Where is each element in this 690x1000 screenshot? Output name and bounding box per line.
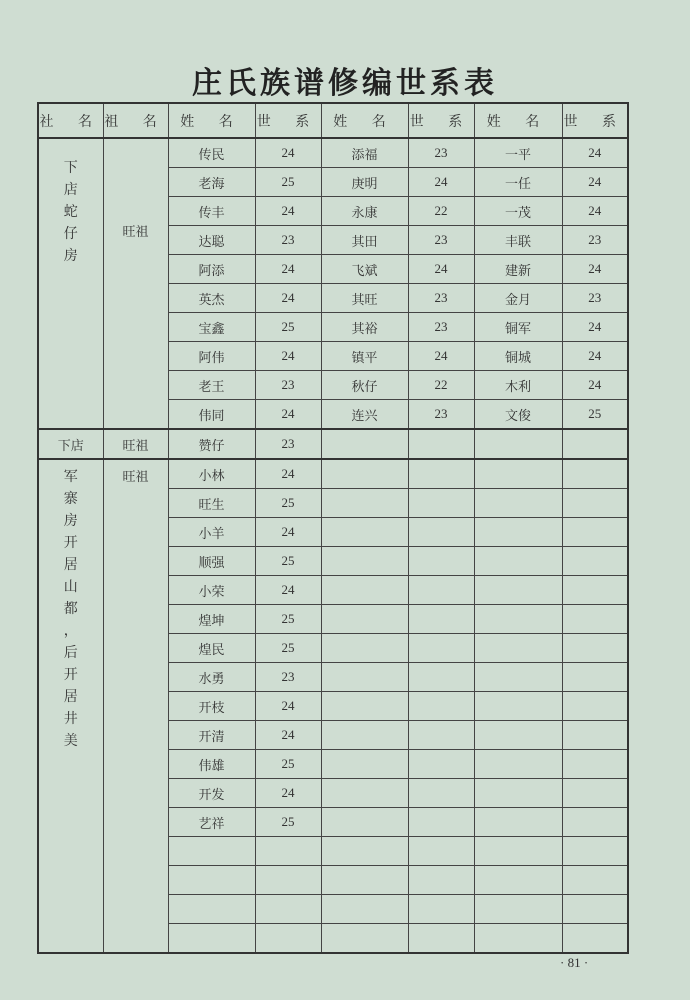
- generation-cell: 24: [408, 168, 474, 197]
- person-name-cell: 老海: [168, 168, 255, 197]
- generation-cell: [562, 547, 628, 576]
- person-name-cell: [321, 750, 408, 779]
- person-name-cell: [474, 924, 562, 954]
- generation-cell: 25: [255, 168, 321, 197]
- she-name-char: 下: [63, 160, 78, 176]
- ancestor-name-cell: 旺祖: [103, 459, 168, 953]
- person-name-cell: 艺祥: [168, 808, 255, 837]
- generation-cell: 24: [255, 255, 321, 284]
- generation-cell: 23: [408, 284, 474, 313]
- generation-cell: [562, 459, 628, 489]
- person-name-cell: 开枝: [168, 692, 255, 721]
- person-name-cell: [474, 895, 562, 924]
- person-name-cell: [321, 837, 408, 866]
- person-name-cell: 宝鑫: [168, 313, 255, 342]
- person-name-cell: 小林: [168, 459, 255, 489]
- generation-cell: 24: [255, 197, 321, 226]
- person-name-cell: 其旺: [321, 284, 408, 313]
- generation-cell: [562, 866, 628, 895]
- generation-cell: 24: [562, 313, 628, 342]
- generation-cell: 24: [255, 459, 321, 489]
- person-name-cell: 开清: [168, 721, 255, 750]
- generation-cell: [562, 489, 628, 518]
- person-name-cell: 伟雄: [168, 750, 255, 779]
- generation-cell: 23: [408, 313, 474, 342]
- generation-cell: [408, 779, 474, 808]
- generation-cell: 22: [408, 371, 474, 400]
- person-name-cell: 水勇: [168, 663, 255, 692]
- person-name-cell: 文俊: [474, 400, 562, 430]
- she-name-cell: [38, 138, 103, 429]
- person-name-cell: [321, 721, 408, 750]
- person-name-cell: 顺强: [168, 547, 255, 576]
- generation-cell: 24: [255, 138, 321, 168]
- generation-cell: [562, 692, 628, 721]
- generation-cell: [408, 634, 474, 663]
- person-name-cell: 飞斌: [321, 255, 408, 284]
- person-name-cell: 阿添: [168, 255, 255, 284]
- person-name-cell: [474, 605, 562, 634]
- generation-cell: [408, 459, 474, 489]
- generation-cell: [562, 808, 628, 837]
- person-name-cell: 旺生: [168, 489, 255, 518]
- person-name-cell: 秋仔: [321, 371, 408, 400]
- generation-cell: [408, 429, 474, 459]
- generation-cell: [408, 866, 474, 895]
- she-name-char: 居: [63, 689, 78, 705]
- generation-cell: [408, 750, 474, 779]
- person-name-cell: 铜军: [474, 313, 562, 342]
- person-name-cell: [474, 663, 562, 692]
- person-name-cell: 开发: [168, 779, 255, 808]
- person-name-cell: [474, 518, 562, 547]
- table-row: [38, 429, 628, 459]
- generation-cell: [562, 779, 628, 808]
- person-name-cell: 煌民: [168, 634, 255, 663]
- generation-cell: [562, 837, 628, 866]
- ancestor-name-cell: 旺祖: [103, 138, 168, 429]
- generation-cell: 24: [562, 197, 628, 226]
- person-name-cell: 达聪: [168, 226, 255, 255]
- generation-cell: [255, 837, 321, 866]
- person-name-cell: 木利: [474, 371, 562, 400]
- generation-cell: 25: [255, 634, 321, 663]
- person-name-cell: 英杰: [168, 284, 255, 313]
- she-name-char: 仔: [63, 226, 78, 242]
- generation-cell: [562, 721, 628, 750]
- person-name-cell: 庚明: [321, 168, 408, 197]
- person-name-cell: [474, 721, 562, 750]
- person-name-cell: [474, 459, 562, 489]
- generation-cell: [408, 605, 474, 634]
- person-name-cell: [474, 779, 562, 808]
- column-header: 世 系: [255, 103, 321, 138]
- person-name-cell: [321, 663, 408, 692]
- person-name-cell: [474, 547, 562, 576]
- generation-cell: 24: [255, 518, 321, 547]
- generation-cell: 23: [255, 371, 321, 400]
- generation-cell: 24: [255, 342, 321, 371]
- person-name-cell: 添福: [321, 138, 408, 168]
- person-name-cell: [168, 866, 255, 895]
- generation-cell: [562, 429, 628, 459]
- generation-cell: [408, 837, 474, 866]
- person-name-cell: 镇平: [321, 342, 408, 371]
- she-name-char: 蛇: [63, 204, 78, 220]
- generation-cell: [562, 634, 628, 663]
- generation-cell: [562, 750, 628, 779]
- person-name-cell: [474, 866, 562, 895]
- she-name-char: 都: [63, 601, 78, 617]
- she-name-char: 军: [63, 469, 78, 485]
- generation-cell: [562, 576, 628, 605]
- person-name-cell: 一任: [474, 168, 562, 197]
- person-name-cell: 传民: [168, 138, 255, 168]
- person-name-cell: 建新: [474, 255, 562, 284]
- ancestor-name-cell: 旺祖: [103, 429, 168, 459]
- column-header: 社 名: [38, 103, 103, 138]
- person-name-cell: [474, 429, 562, 459]
- person-name-cell: [321, 429, 408, 459]
- column-header: 姓 名: [474, 103, 562, 138]
- generation-cell: 24: [562, 168, 628, 197]
- person-name-cell: [321, 605, 408, 634]
- generation-cell: 23: [408, 138, 474, 168]
- generation-cell: [562, 605, 628, 634]
- generation-cell: 24: [255, 400, 321, 430]
- person-name-cell: 铜城: [474, 342, 562, 371]
- generation-cell: 25: [255, 605, 321, 634]
- person-name-cell: [321, 692, 408, 721]
- genealogy-table: [37, 102, 629, 954]
- generation-cell: 25: [255, 750, 321, 779]
- person-name-cell: 其田: [321, 226, 408, 255]
- she-name-char: 居: [63, 557, 78, 573]
- she-name-char: ，: [63, 623, 78, 639]
- she-name-char: 后: [63, 645, 78, 661]
- she-name-cell: 下店: [38, 429, 103, 459]
- page-number: · 81 ·: [560, 955, 589, 970]
- she-name-char: 房: [63, 513, 78, 529]
- generation-cell: 23: [562, 226, 628, 255]
- generation-cell: [408, 895, 474, 924]
- generation-cell: 24: [562, 342, 628, 371]
- generation-cell: 25: [255, 489, 321, 518]
- generation-cell: 23: [255, 429, 321, 459]
- person-name-cell: [321, 808, 408, 837]
- table-row: [38, 138, 628, 168]
- person-name-cell: 赞仔: [168, 429, 255, 459]
- column-header: 姓 名: [321, 103, 408, 138]
- person-name-cell: [321, 547, 408, 576]
- person-name-cell: 小荣: [168, 576, 255, 605]
- she-name-char: 山: [63, 579, 78, 595]
- generation-cell: 25: [255, 313, 321, 342]
- person-name-cell: 其裕: [321, 313, 408, 342]
- generation-cell: [408, 663, 474, 692]
- generation-cell: 24: [255, 721, 321, 750]
- person-name-cell: [168, 895, 255, 924]
- generation-cell: 24: [408, 255, 474, 284]
- page-title: 庄氏族谱修编世系表: [192, 66, 498, 101]
- person-name-cell: 连兴: [321, 400, 408, 430]
- she-name-char: 寨: [63, 491, 78, 507]
- person-name-cell: [321, 489, 408, 518]
- she-name-char: 开: [63, 535, 78, 551]
- column-header: 姓 名: [168, 103, 255, 138]
- she-name-char: 美: [63, 733, 78, 749]
- generation-cell: 23: [408, 226, 474, 255]
- person-name-cell: [321, 576, 408, 605]
- generation-cell: 24: [562, 255, 628, 284]
- generation-cell: 24: [255, 284, 321, 313]
- she-name-char: 井: [63, 711, 78, 727]
- generation-cell: [562, 924, 628, 954]
- generation-cell: 24: [255, 692, 321, 721]
- generation-cell: 23: [408, 400, 474, 430]
- generation-cell: 23: [562, 284, 628, 313]
- she-name-char: 房: [63, 248, 78, 264]
- generation-cell: [562, 663, 628, 692]
- person-name-cell: [474, 634, 562, 663]
- person-name-cell: 金月: [474, 284, 562, 313]
- person-name-cell: 一平: [474, 138, 562, 168]
- generation-cell: [408, 489, 474, 518]
- person-name-cell: [474, 692, 562, 721]
- person-name-cell: [474, 750, 562, 779]
- generation-cell: [408, 721, 474, 750]
- person-name-cell: [321, 518, 408, 547]
- person-name-cell: 老王: [168, 371, 255, 400]
- person-name-cell: 一茂: [474, 197, 562, 226]
- generation-cell: [408, 576, 474, 605]
- generation-cell: 24: [255, 779, 321, 808]
- person-name-cell: [474, 808, 562, 837]
- person-name-cell: 小羊: [168, 518, 255, 547]
- column-header: 世 系: [408, 103, 474, 138]
- generation-cell: 23: [255, 663, 321, 692]
- generation-cell: 24: [562, 371, 628, 400]
- person-name-cell: [321, 895, 408, 924]
- generation-cell: 24: [255, 576, 321, 605]
- generation-cell: [408, 547, 474, 576]
- generation-cell: [408, 518, 474, 547]
- person-name-cell: [474, 489, 562, 518]
- person-name-cell: 丰联: [474, 226, 562, 255]
- person-name-cell: 传丰: [168, 197, 255, 226]
- column-header: 世 系: [562, 103, 628, 138]
- generation-cell: [408, 808, 474, 837]
- she-name-char: 店: [63, 182, 78, 198]
- generation-cell: 25: [562, 400, 628, 430]
- generation-cell: [562, 895, 628, 924]
- person-name-cell: [168, 837, 255, 866]
- person-name-cell: 煌坤: [168, 605, 255, 634]
- generation-cell: [255, 866, 321, 895]
- generation-cell: 24: [408, 342, 474, 371]
- person-name-cell: 永康: [321, 197, 408, 226]
- person-name-cell: 伟同: [168, 400, 255, 430]
- person-name-cell: [321, 924, 408, 954]
- person-name-cell: [474, 837, 562, 866]
- person-name-cell: [321, 866, 408, 895]
- column-header: 祖 名: [103, 103, 168, 138]
- generation-cell: 22: [408, 197, 474, 226]
- generation-cell: [408, 692, 474, 721]
- generation-cell: [408, 924, 474, 954]
- person-name-cell: [321, 459, 408, 489]
- person-name-cell: [474, 576, 562, 605]
- generation-cell: 24: [562, 138, 628, 168]
- person-name-cell: 阿伟: [168, 342, 255, 371]
- header-row: [38, 103, 628, 138]
- person-name-cell: [321, 779, 408, 808]
- table-row: [38, 459, 628, 489]
- generation-cell: [255, 895, 321, 924]
- person-name-cell: [168, 924, 255, 954]
- generation-cell: 25: [255, 808, 321, 837]
- person-name-cell: [321, 634, 408, 663]
- she-name-char: 开: [63, 667, 78, 683]
- she-name-cell: [38, 459, 103, 953]
- generation-cell: 23: [255, 226, 321, 255]
- generation-cell: [255, 924, 321, 954]
- generation-cell: 25: [255, 547, 321, 576]
- generation-cell: [562, 518, 628, 547]
